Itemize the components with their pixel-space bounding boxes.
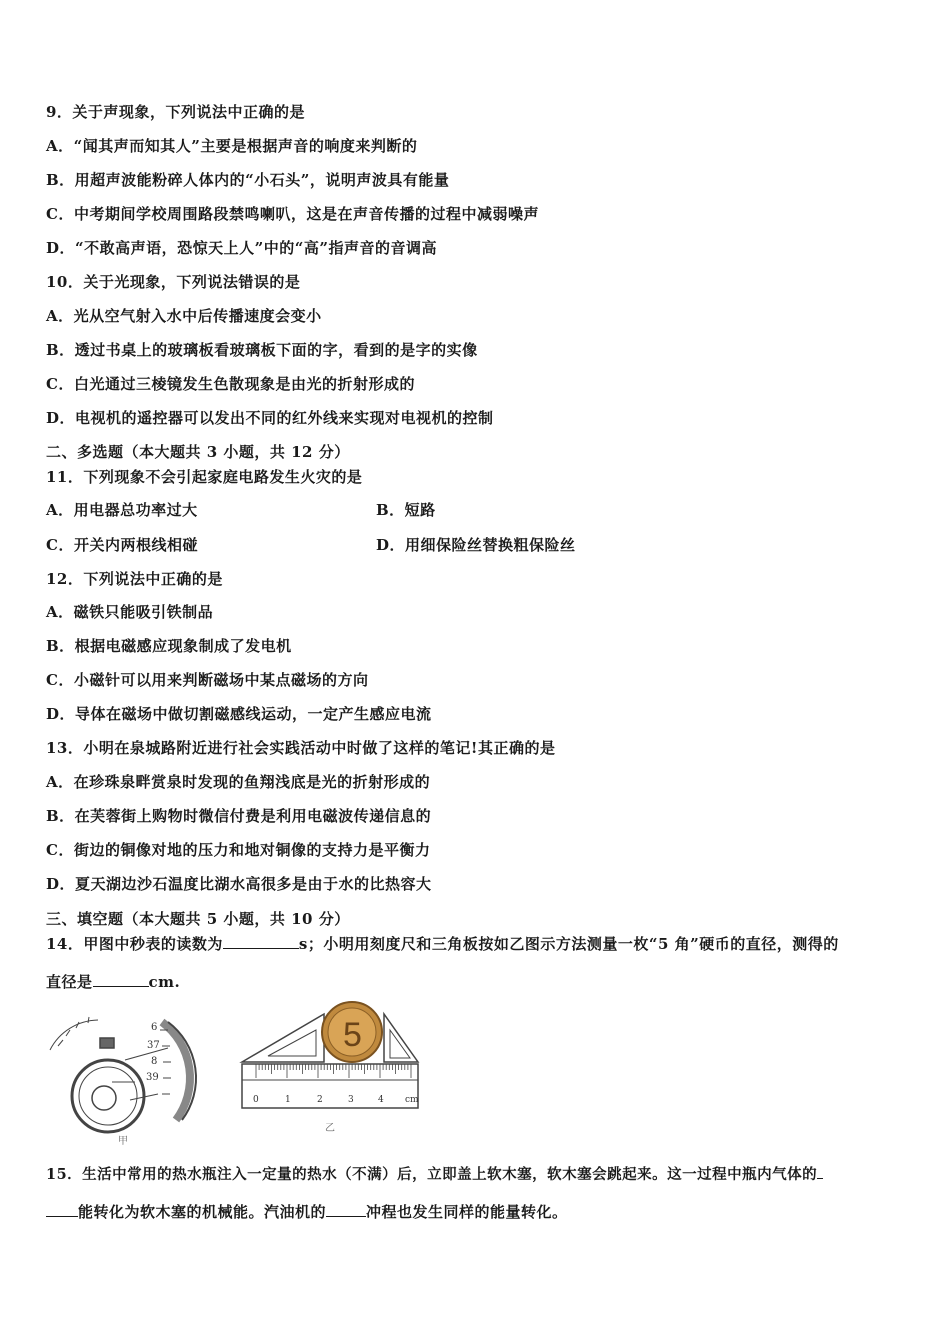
- stopwatch-tick-label: 37: [147, 1040, 160, 1051]
- q10-option-b: B．透过书桌上的玻璃板看玻璃板下面的字，看到的是字的实像: [46, 341, 478, 359]
- q12-option-c: C．小磁针可以用来判断磁场中某点磁场的方向: [46, 671, 369, 689]
- q13-option-a: A．在珍珠泉畔赏泉时发现的鱼翔浅底是光的折射形成的: [46, 773, 431, 791]
- q14-text-a: 14．甲图中秒表的读数为: [46, 935, 223, 953]
- q12-option-a: A．磁铁只能吸引铁制品: [46, 603, 214, 621]
- section-heading-fill-in: 三、填空题（本大题共 5 小题，共 10 分）: [46, 910, 350, 928]
- q12-option-d: D．导体在磁场中做切割磁感线运动，一定产生感应电流: [46, 705, 432, 723]
- ruler-tick-label: 3: [348, 1095, 354, 1105]
- q15-line2: [46, 1202, 568, 1222]
- section-heading-multiple-choice: 二、多选题（本大题共 3 小题，共 12 分）: [46, 443, 350, 461]
- q9-option-a: A．“闻其声而知其人”主要是根据声音的响度来判断的: [46, 137, 418, 155]
- q11-option-b: B．短路: [376, 501, 436, 519]
- figure-label-yi: 乙: [325, 1123, 335, 1134]
- q9-option-d: D．“不敢高声语，恐惊天上人”中的“高”指声音的音调高: [46, 239, 438, 257]
- q14-text-b: s；小明用刻度尺和三角板按如乙图示方法测量一枚“5 角”硬币的直径，测得的: [298, 935, 839, 953]
- q15-text-b: 能转化为软木塞的机械能。汽油机的: [78, 1203, 327, 1221]
- q9-option-b: B．用超声波能粉碎人体内的“小石头”，说明声波具有能量: [46, 171, 450, 189]
- q13-option-d: D．夏天湖边沙石温度比湖水高很多是由于水的比热容大: [46, 875, 432, 893]
- stopwatch-figure: [50, 1017, 196, 1132]
- q11-option-d: D．用细保险丝替换粗保险丝: [376, 536, 576, 554]
- ruler-tick-label: 1: [285, 1095, 291, 1105]
- ruler-tick-label: 0: [253, 1095, 259, 1105]
- ruler-unit-label: cm: [405, 1095, 419, 1105]
- stopwatch-tick-label: 8: [151, 1056, 158, 1067]
- q15-text-c: 冲程也发生同样的能量转化。: [366, 1203, 568, 1221]
- q14-text-d: cm.: [148, 973, 181, 991]
- q15-blank-energy[interactable]: [46, 1202, 78, 1217]
- q10-option-a: A．光从空气射入水中后传播速度会变小: [46, 307, 322, 325]
- q15-blank-start[interactable]: [817, 1164, 823, 1179]
- q12-option-b: B．根据电磁感应现象制成了发电机: [46, 637, 292, 655]
- q9-stem: 9．关于声现象，下列说法中正确的是: [46, 103, 305, 121]
- q9-option-c: C．中考期间学校周围路段禁鸣喇叭，这是在声音传播的过程中减弱噪声: [46, 205, 539, 223]
- q14-text-c: 直径是: [46, 973, 93, 991]
- q13-option-c: C．街边的铜像对地的压力和地对铜像的支持力是平衡力: [46, 841, 431, 859]
- q15-blank-stroke[interactable]: [326, 1202, 366, 1217]
- q10-option-c: C．白光通过三棱镜发生色散现象是由光的折射形成的: [46, 375, 415, 393]
- ruler-tick-label: 4: [378, 1095, 384, 1105]
- stopwatch-tick-label: 6: [151, 1022, 158, 1033]
- q11-option-a: A．用电器总功率过大: [46, 501, 198, 519]
- q11-option-c: C．开关内两根线相碰: [46, 536, 198, 554]
- q13-option-b: B．在芙蓉街上购物时微信付费是利用电磁波传递信息的: [46, 807, 432, 825]
- q13-stem: 13．小明在泉城路附近进行社会实践活动中时做了这样的笔记!其正确的是: [46, 739, 556, 757]
- q15-text-a: 15．生活中常用的热水瓶注入一定量的热水（不满）后，立即盖上软木塞，软木塞会跳起来。这一过程中瓶内气体的: [46, 1166, 818, 1183]
- ruler-tick-label: 2: [317, 1095, 323, 1105]
- q11-stem: 11．下列现象不会引起家庭电路发生火灾的是: [46, 468, 363, 486]
- q15-line1: [46, 1164, 823, 1185]
- stopwatch-tick-label: 39: [146, 1072, 159, 1083]
- q10-stem: 10．关于光现象，下列说法错误的是: [46, 273, 301, 291]
- figure-label-jia: 甲: [118, 1136, 128, 1147]
- q10-option-d: D．电视机的遥控器可以发出不同的红外线来实现对电视机的控制: [46, 409, 494, 427]
- q12-stem: 12．下列说法中正确的是: [46, 570, 223, 588]
- coin-digit: 5: [343, 1016, 362, 1054]
